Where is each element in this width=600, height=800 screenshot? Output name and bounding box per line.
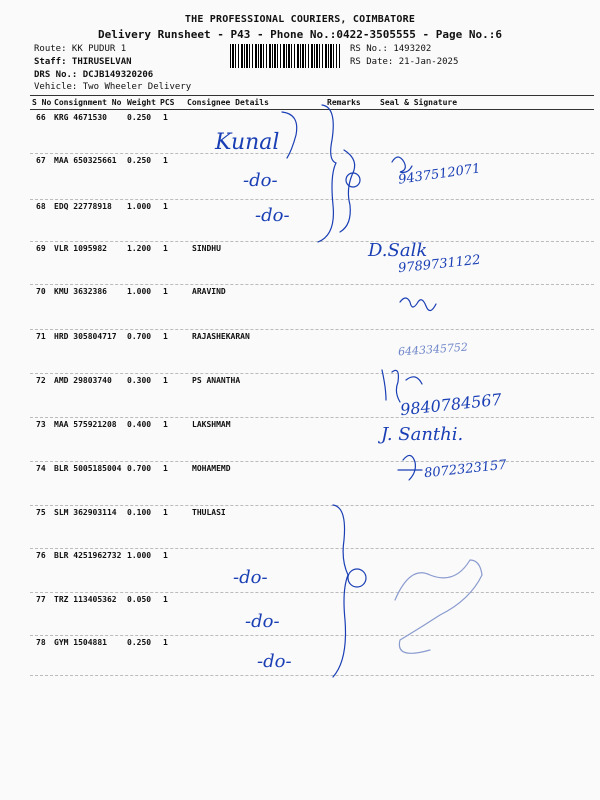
cell-pcs: 1 [163,202,168,211]
cell-sno: 71 [36,332,46,341]
table-row [30,548,594,593]
rs-date: RS Date: 21-Jan-2025 [350,57,459,67]
cell-weight: 0.250 [127,113,152,122]
cell-pcs: 1 [163,595,168,604]
table-row [30,241,594,285]
cell-weight: 1.000 [127,551,152,560]
cell-sno: 70 [36,287,46,296]
cell-consignee: SINDHU [192,244,221,253]
cell-weight: 0.100 [127,508,152,517]
handwritten-signature-dsalk: D.Salk [368,240,428,261]
handwritten-ditto-5: -do- [257,651,292,672]
cell-sno: 67 [36,156,46,165]
cell-pcs: 1 [163,376,168,385]
cell-consignee: THULASI [192,508,226,517]
handwritten-signature-jsanthi: J. Santhi. [381,424,464,445]
cell-consignee: LAKSHMAM [192,420,231,429]
cell-cons: KRG 4671530 [54,113,107,122]
col-sno: S No [32,98,52,107]
cell-weight: 0.700 [127,332,152,341]
cell-sno: 73 [36,420,46,429]
table-header [30,95,594,110]
cell-weight: 0.700 [127,464,152,473]
table-row [30,284,594,330]
cell-cons: KMU 3632386 [54,287,107,296]
table-row [30,592,594,636]
cell-sno: 75 [36,508,46,517]
cell-cons: VLR 1095982 [54,244,107,253]
cell-sno: 74 [36,464,46,473]
handwritten-ditto-3: -do- [233,567,268,588]
handwritten-phone-4: 9840784567 [399,389,503,420]
cell-consignee: ARAVIND [192,287,226,296]
cell-pcs: 1 [163,156,168,165]
barcode [230,44,340,68]
cell-cons: BLR 4251962732 [54,551,122,560]
drs-label: DRS No.: DCJB149320206 [34,70,154,80]
cell-cons: EDQ 22778918 [54,202,112,211]
table-row [30,417,594,462]
cell-weight: 0.050 [127,595,152,604]
cell-pcs: 1 [163,113,168,122]
cell-sno: 72 [36,376,46,385]
col-consignment: Consignment No [54,98,122,107]
route-label: Route: KK PUDUR 1 [34,44,127,54]
cell-pcs: 1 [163,551,168,560]
table-row [30,373,594,418]
handwritten-phone-1: 9437512071 [397,161,482,188]
staff-label: Staff: THIRUSELVAN [34,57,132,67]
rs-number: RS No.: 1493202 [350,44,432,54]
cell-consignee: PS ANANTHA [192,376,241,385]
cell-cons: HRD 305804717 [54,332,117,341]
cell-pcs: 1 [163,332,168,341]
cell-weight: 0.250 [127,638,152,647]
cell-weight: 0.400 [127,420,152,429]
cell-pcs: 1 [163,464,168,473]
col-consignee: Consignee Details [187,98,269,107]
cell-weight: 1.000 [127,202,152,211]
vehicle-label: Vehicle: Two Wheeler Delivery [34,82,192,92]
cell-sno: 76 [36,551,46,560]
cell-pcs: 1 [163,420,168,429]
cell-sno: 69 [36,244,46,253]
handwritten-kunal: Kunal [215,130,280,155]
cell-cons: GYM 1504881 [54,638,107,647]
table-row [30,110,594,154]
cell-weight: 0.250 [127,156,152,165]
runsheet-subtitle: Delivery Runsheet - P43 - Phone No.:0422-3505555 - Page No.:6 [98,28,502,41]
cell-cons: SLM 362903114 [54,508,117,517]
handwritten-phone-2: 9789731122 [397,252,482,277]
cell-consignee: MOHAMEMD [192,464,231,473]
cell-cons: BLR 5005185004 [54,464,122,473]
cell-sno: 78 [36,638,46,647]
cell-pcs: 1 [163,287,168,296]
handwritten-phone-3: 6443345752 [397,340,469,359]
table-row [30,199,594,242]
cell-cons: AMD 29803740 [54,376,112,385]
handwritten-ditto-4: -do- [245,611,280,632]
col-remarks: Remarks [327,98,361,107]
cell-sno: 66 [36,113,46,122]
cell-weight: 1.200 [127,244,152,253]
handwritten-ditto-2: -do- [255,205,290,226]
cell-weight: 0.300 [127,376,152,385]
table-row [30,153,594,200]
handwritten-ditto-1: -do- [243,170,278,191]
cell-cons: MAA 575921208 [54,420,117,429]
cell-pcs: 1 [163,244,168,253]
company-title: THE PROFESSIONAL COURIERS, COIMBATORE [184,14,416,25]
cell-cons: MAA 650325661 [54,156,117,165]
cell-sno: 68 [36,202,46,211]
table-row [30,461,594,506]
table-row [30,635,594,676]
cell-consignee: RAJASHEKARAN [192,332,250,341]
cell-sno: 77 [36,595,46,604]
cell-pcs: 1 [163,638,168,647]
handwritten-phone-5: 8072323157 [423,457,508,482]
col-pcs: PCS [160,98,175,107]
table-row [30,505,594,549]
cell-pcs: 1 [163,508,168,517]
table-row [30,329,594,374]
col-signature: Seal & Signature [380,98,458,107]
cell-weight: 1.000 [127,287,152,296]
col-weight: Weight [127,98,156,107]
cell-cons: TRZ 113405362 [54,595,117,604]
